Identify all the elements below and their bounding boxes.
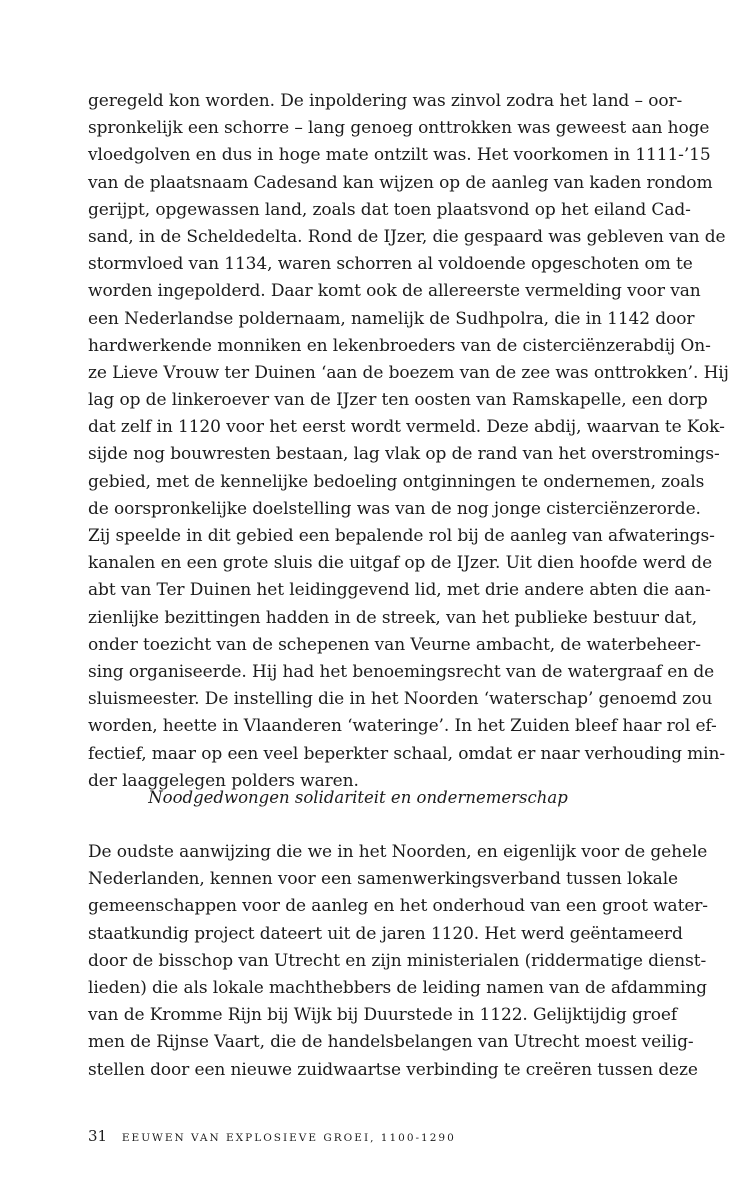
text-line: Nederlanden, kennen voor een samenwerkingsverband tussen lokale [88,869,678,890]
text-line: van de plaatsnaam Cadesand kan wijzen op de aanleg van kaden rondom [88,172,713,193]
text-line: De oudste aanwijzing die we in het Noorden, en eigenlijk voor de gehele [88,842,708,862]
text-line: sand, in de Scheldedelta. Rond de IJzer, die gespaard was gebleven van de [88,226,726,247]
text-line: onder toezicht van de schepenen van Veurne ambacht, de waterbeheer- [88,634,701,655]
text-line: sluismeester. De instelling die in het Noorden ‘waterschap’ genoemd zou [88,689,713,710]
text-line: lag op de linkeroever van de IJzer ten oosten van Ramskapelle, een dorp [88,390,708,411]
text-line: gemeenschappen voor de aanleg en het onderhoud van een groot water- [88,896,708,917]
text-line: hardwerkende monniken en lekenbroeders van de cisterciënzerabdij On- [88,335,711,356]
text-line: spronkelijk een schorre – lang genoeg onttrokken was geweest aan hoge [88,118,710,139]
text-line: Zij speelde in dit gebied een bepalende rol bij de aanleg van afwaterings- [88,526,715,546]
text-line: lieden) die als lokale machthebbers de leiding namen van de afdamming [88,977,707,998]
text-line: geregeld kon worden. De inpoldering was zinvol zodra het land – oor- [88,91,683,111]
text-line: stellen door een nieuwe zuidwaartse verbinding te creëren tussen deze [88,1059,698,1080]
text-line: worden, heette in Vlaanderen ‘wateringe’. In het Zuiden bleef haar rol ef- [88,716,717,737]
text-line: stormvloed van 1134, waren schorren al voldoende opgeschoten om te [88,254,693,275]
text-line: men de Rijnse Vaart, die de handelsbelangen van Utrecht moest veilig- [88,1032,694,1053]
running-title: EEUWEN VAN EXPLOSIEVE GROEI, 1100-1290 [121,1132,456,1144]
text-line: sing organiseerde. Hij had het benoemingsrecht van de watergraaf en de [88,661,715,682]
paragraph-2 [88,839,708,1084]
text-line: een Nederlandse poldernaam, namelijk de Sudhpolra, die in 1142 door [88,308,695,329]
paragraph-1 [88,88,729,795]
text-line: de oorspronkelijke doelstelling was van de nog jonge cisterciënzerorde. [88,498,701,519]
text-line: kanalen en een grote sluis die uitgaf op de IJzer. Uit dien hoofde werd de [88,553,713,574]
text-line: worden ingepolderd. Daar komt ook de allereerste vermelding voor van [88,281,701,302]
text-line: zienlijke bezittingen hadden in de streek, van het publieke bestuur dat, [88,607,698,628]
text-line: abt van Ter Duinen het leidinggevend lid, met drie andere abten die aan- [88,580,711,601]
text-line: vloedgolven en dus in hoge mate ontzilt was. Het voorkomen in 1111-’15 [88,145,711,166]
text-line: dat zelf in 1120 voor het eerst wordt vermeld. Deze abdij, waarvan te Kok- [88,417,725,438]
text-line: van de Kromme Rijn bij Wijk bij Duurstede in 1122. Gelijktijdig groef [88,1005,678,1026]
text-line: door de bisschop van Utrecht en zijn ministerialen (riddermatige dienst- [88,950,707,971]
text-line: gebied, met de kennelijke bedoeling ontginningen te ondernemen, zoals [88,471,705,492]
text-line: der laaggelegen polders waren. [88,770,359,791]
text-line: gerijpt, opgewassen land, zoals dat toen plaatsvond op het eiland Cad- [88,199,691,220]
text-line: ze Lieve Vrouw ter Duinen ‘aan de boezem van de zee was onttrokken’. Hij [88,362,729,383]
text-line: fectief, maar op een veel beperkter schaal, omdat er naar verhouding min- [88,743,725,764]
page-number: 31 [88,1127,108,1145]
text-line: sijde nog bouwresten bestaan, lag vlak op de rand van het overstromings- [88,444,720,465]
section-heading: Noodgedwongen solidariteit en ondernemerschap [148,788,568,807]
text-line: staatkundig project dateert uit de jaren 1120. Het werd geëntameerd [88,923,683,944]
page-footer [88,1127,456,1145]
